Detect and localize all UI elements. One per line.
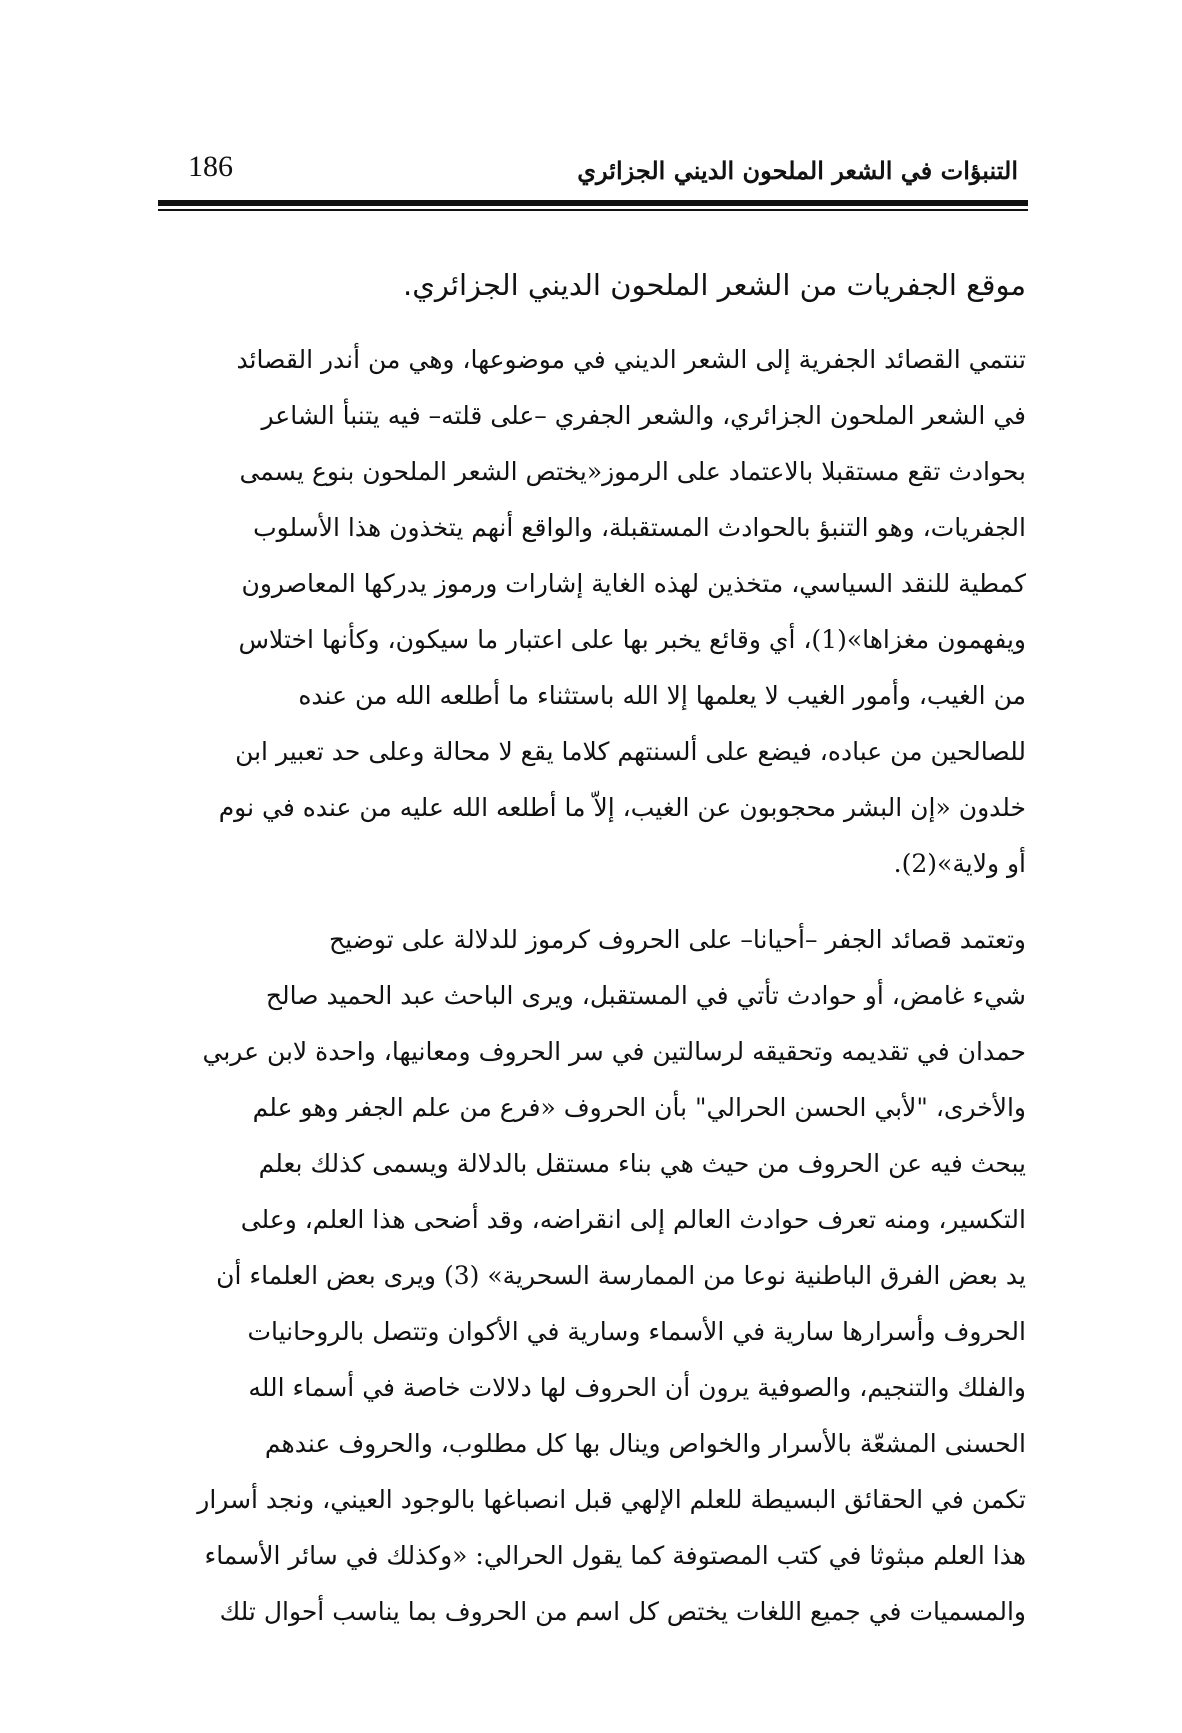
paragraph-line: الحسنى المشعّة بالأسرار والخواص وينال بها كل مطلوب، والحروف عندهم [264, 1429, 1026, 1458]
paragraph-line: شيء غامض، أو حوادث تأتي في المستقبل، ويرى الباحث عبد الحميد صالح [265, 981, 1026, 1010]
paragraph-line: ويفهمون مغزاها»(1)، أي وقائع يخبر بها على اعتبار ما سيكون، وكأنها اختلاس [238, 625, 1026, 654]
paragraph-line: والفلك والتنجيم، والصوفية يرون أن الحروف لها دلالات خاصة في أسماء الله [248, 1373, 1026, 1402]
paragraph-line: بحوادث تقع مستقبلا بالاعتماد على الرموز«يختص الشعر الملحون بنوع يسمى [239, 457, 1026, 486]
paragraph-line: التكسير، ومنه تعرف حوادث العالم إلى انقراضه، وقد أضحى هذا العلم، وعلى [240, 1205, 1026, 1234]
paragraph-line: خلدون «إن البشر محجوبون عن الغيب، إلاّ ما أطلعه الله عليه من عنده في نوم [218, 793, 1026, 822]
paragraph-line: تنتمي القصائد الجفرية إلى الشعر الديني في موضوعها، وهي من أندر القصائد [236, 345, 1026, 374]
paragraph-line: أو ولاية»(2). [893, 849, 1026, 878]
paragraph-line: الحروف وأسرارها سارية في الأسماء وسارية في الأكوان وتتصل بالروحانيات [247, 1317, 1026, 1346]
paragraph-line: والمسميات في جميع اللغات يختص كل اسم من الحروف بما يناسب أحوال تلك [219, 1597, 1026, 1626]
paragraph-line: وتعتمد قصائد الجفر –أحيانا– على الحروف كرموز للدلالة على توضيح [328, 925, 1026, 954]
section-heading: موقع الجفريات من الشعر الملحون الديني الجزائري. [402, 268, 1026, 302]
paragraph-line: تكمن في الحقائق البسيطة للعلم الإلهي قبل انصباغها بالوجود العيني، ونجد أسرار [197, 1485, 1026, 1514]
header-rule-thick [158, 200, 1028, 206]
paragraph-line: يد بعض الفرق الباطنية نوعا من الممارسة السحرية» (3) ويرى بعض العلماء أن [216, 1261, 1026, 1290]
running-header-title: التنبؤات في الشعر الملحون الديني الجزائري [577, 156, 1018, 185]
paragraph-line: في الشعر الملحون الجزائري، والشعر الجفري –على قلته– فيه يتنبأ الشاعر [261, 401, 1026, 430]
header-rule-thin [158, 209, 1028, 211]
paragraph-line: كمطية للنقد السياسي، متخذين لهذه الغاية إشارات ورموز يدركها المعاصرون [241, 569, 1026, 598]
paragraph-line: يبحث فيه عن الحروف من حيث هي بناء مستقل بالدلالة ويسمى كذلك بعلم [258, 1149, 1026, 1178]
paragraph-2 [170, 912, 1026, 1640]
paragraph-line: حمدان في تقديمه وتحقيقه لرسالتين في سر الحروف ومعانيها، واحدة لابن عربي [202, 1037, 1026, 1066]
paragraph-line: الجفريات، وهو التنبؤ بالحوادث المستقبلة، والواقع أنهم يتخذون هذا الأسلوب [253, 513, 1026, 542]
paragraph-line: للصالحين من عباده، فيضع على ألسنتهم كلاما يقع لا محالة وعلى حد تعبير ابن [235, 737, 1026, 766]
page-number: 186 [188, 150, 233, 183]
running-header [188, 148, 1018, 196]
paragraph-line: هذا العلم مبثوثا في كتب المصتوفة كما يقول الحرالي: «وكذلك في سائر الأسماء [204, 1541, 1026, 1570]
paragraph-line: والأخرى، "لأبي الحسن الحرالي" بأن الحروف «فرع من علم الجفر وهو علم [252, 1093, 1026, 1122]
paragraph-line: من الغيب، وأمور الغيب لا يعلمها إلا الله باستثناء ما أطلعه الله من عنده [298, 681, 1026, 710]
paragraph-1 [170, 332, 1026, 892]
